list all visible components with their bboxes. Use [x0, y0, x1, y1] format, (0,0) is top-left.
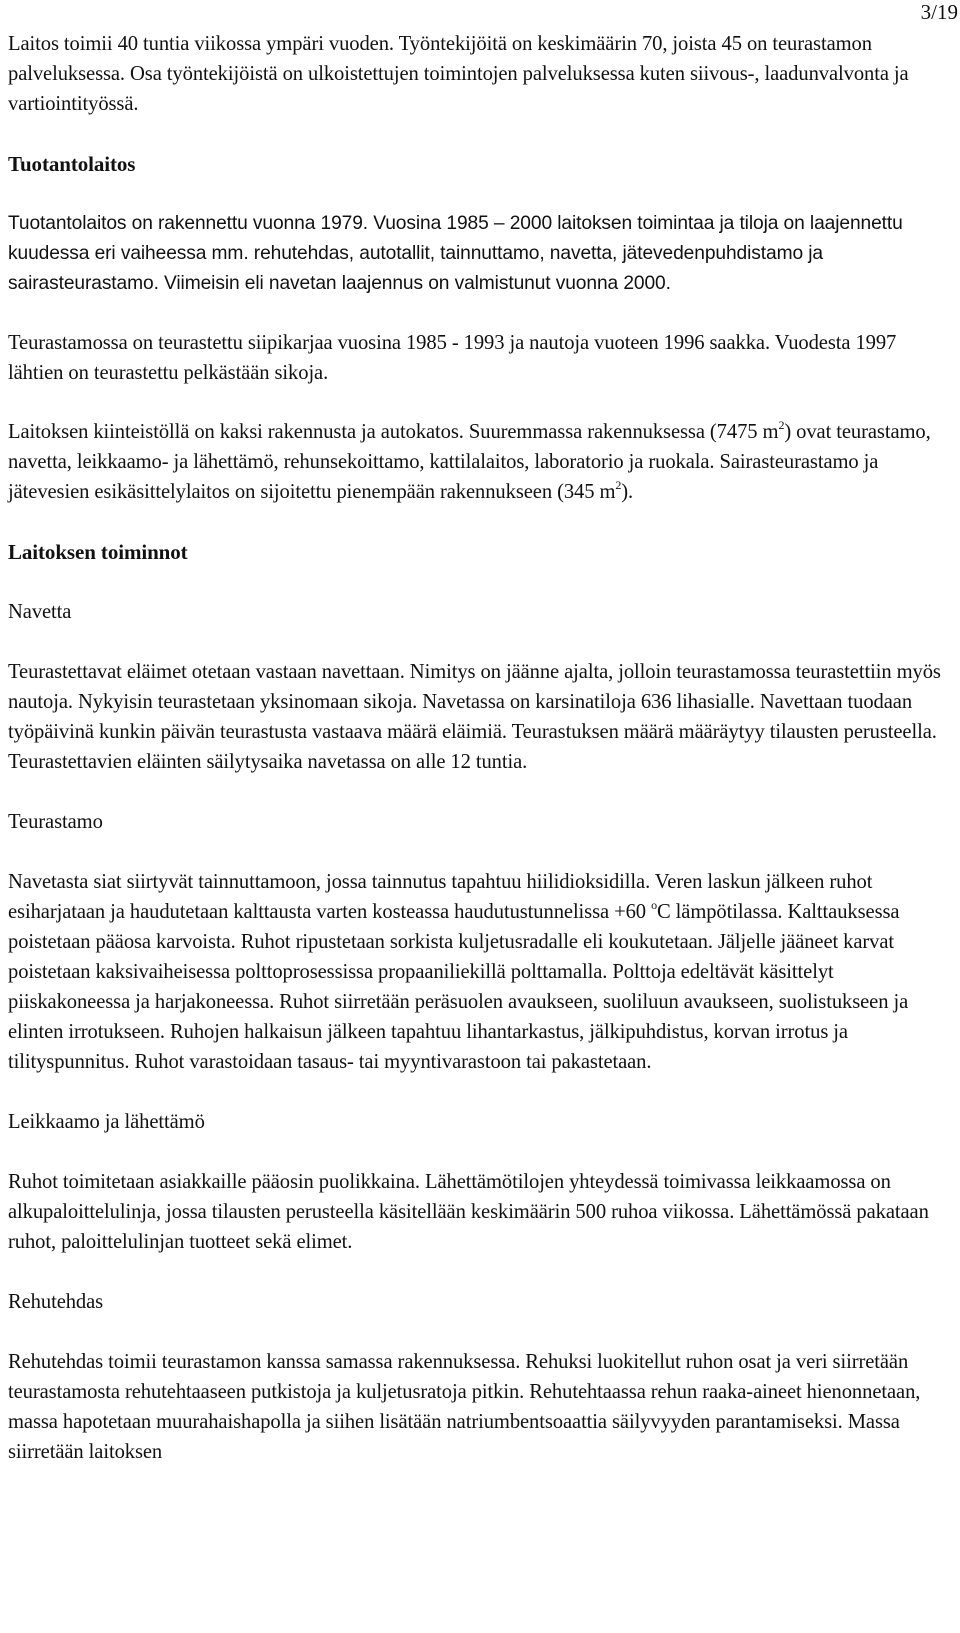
degree-superscript: o — [651, 898, 657, 912]
subheading-teurastamo: Teurastamo — [8, 811, 103, 833]
navetta-paragraph: Teurastettavat eläimet otetaan vastaan navettaan. Nimitys on jäänne ajalta, jolloin teurastamossa teurastettiin myös nautoja. Nykyisin teurastetaan yksinomaan sikoja. Navetassa on karsinatiloja 636 lihasialle. Navettaan tuodaan työpäivinä kunkin päivän teurastusta vastaava määrä eläimiä. Teurastuksen määrä määräytyy tilausten perusteella. Teurastettavien eläinten säilytysaika navetassa on alle 12 tuntia. — [8, 661, 941, 773]
teurastamo-part-a: Navetasta siat siirtyvät tainnuttamoon, jossa tainnutus tapahtuu hiilidioksidilla. Veren laskun jälkeen ruhot esiharjataan ja haudutetaan kalttausta varten kosteassa haudutustunnelissa +60 — [8, 871, 873, 923]
tuotantolaitos-paragraph-1: Tuotantolaitos on rakennettu vuonna 1979. Vuosina 1985 – 2000 laitoksen toimintaa ja tiloja on laajennettu kuudessa eri vaiheessa mm. rehutehdas, autotallit, tainnuttamo, navetta, jätevedenpuhdistamo ja sairasteurastamo. Viimeisin eli navetan laajennus on valmistunut vuonna 2000. — [8, 213, 903, 294]
superscript-2: 2 — [615, 478, 622, 492]
subheading-leikkaamo: Leikkaamo ja lähettämö — [8, 1111, 205, 1133]
tuotantolaitos-paragraph-2: Teurastamossa on teurastettu siipikarjaa vuosina 1985 - 1993 ja nautoja vuoteen 1996 saakka. Vuodesta 1997 lähtien on teurastettu pelkästään sikoja. — [8, 332, 897, 384]
paragraph-3-part-c: ). — [621, 481, 634, 503]
document-body — [8, 29, 952, 1467]
leikkaamo-paragraph: Ruhot toimitetaan asiakkaille pääosin puolikkaina. Lähettämötilojen yhteydessä toimivassa leikkaamossa on alkupaloittelulinja, jossa tilausten perusteella käsitellään keskimäärin 500 ruhoa viikossa. Lähettämössä pakataan ruhot, paloittelulinjan tuotteet sekä elimet. — [8, 1171, 929, 1253]
subheading-navetta: Navetta — [8, 601, 72, 623]
teurastamo-paragraph — [8, 867, 952, 1077]
heading-laitoksen-toiminnot: Laitoksen toiminnot — [8, 540, 188, 564]
intro-paragraph: Laitos toimii 40 tuntia viikossa ympäri vuoden. Työntekijöitä on keskimäärin 70, joista 45 on teurastamon palveluksessa. Osa työntekijöistä on ulkoistettujen toimintojen palveluksessa kuten siivous-, laadunvalvonta ja vartiointityössä. — [8, 33, 909, 115]
subheading-rehutehdas: Rehutehdas — [8, 1291, 104, 1313]
page-number: 3/19 — [920, 0, 958, 24]
rehutehdas-paragraph: Rehutehdas toimii teurastamon kanssa samassa rakennuksessa. Rehuksi luokitellut ruhon osat ja veri siirretään teurastamosta rehutehtaaseen putkistoja ja kuljetusratoja pitkin. Rehutehtaassa rehun raaka-aineet hienonnetaan, massa hapotetaan muurahaishapolla ja siihen lisätään natriumbentsoaattia säilyvyyden parantamiseksi. Massa siirretään laitoksen — [8, 1351, 921, 1463]
paragraph-3-part-b: ) ovat teurastamo, navetta, leikkaamo- ja lähettämö, rehunsekoittamo, kattilalaitos, laboratorio ja ruokala. Sairasteurastamo ja jätevesien esikäsittelylaitos on sijoitettu pienempään rakennukseen (345 m — [8, 421, 931, 503]
superscript-2: 2 — [778, 418, 785, 432]
tuotantolaitos-paragraph-3 — [8, 417, 952, 507]
paragraph-3-part-a: Laitoksen kiinteistöllä on kaksi rakennusta ja autokatos. Suuremmassa rakennuksessa (7475 m — [8, 421, 779, 443]
teurastamo-part-b: C lämpötilassa. Kalttauksessa poistetaan pääosa karvoista. Ruhot ripustetaan sorkista kuljetusradalle eli koukutetaan. Jäljelle jääneet karvat poistetaan kaksivaiheisessa polttoprosessissa propaaniliekillä polttamalla. Polttoja edeltävät käsittelyt piiskakoneessa ja harjakoneessa. Ruhot siirretään peräsuolen avaukseen, suoliluun avaukseen, suolistukseen ja elinten irrotukseen. Ruhojen halkaisun jälkeen tapahtuu lihantarkastus, jälkipuhdistus, korvan irrotus ja tilityspunnitus. Ruhot varastoidaan tasaus- tai myyntivarastoon tai pakastetaan. — [8, 901, 909, 1073]
heading-tuotantolaitos: Tuotantolaitos — [8, 152, 136, 176]
